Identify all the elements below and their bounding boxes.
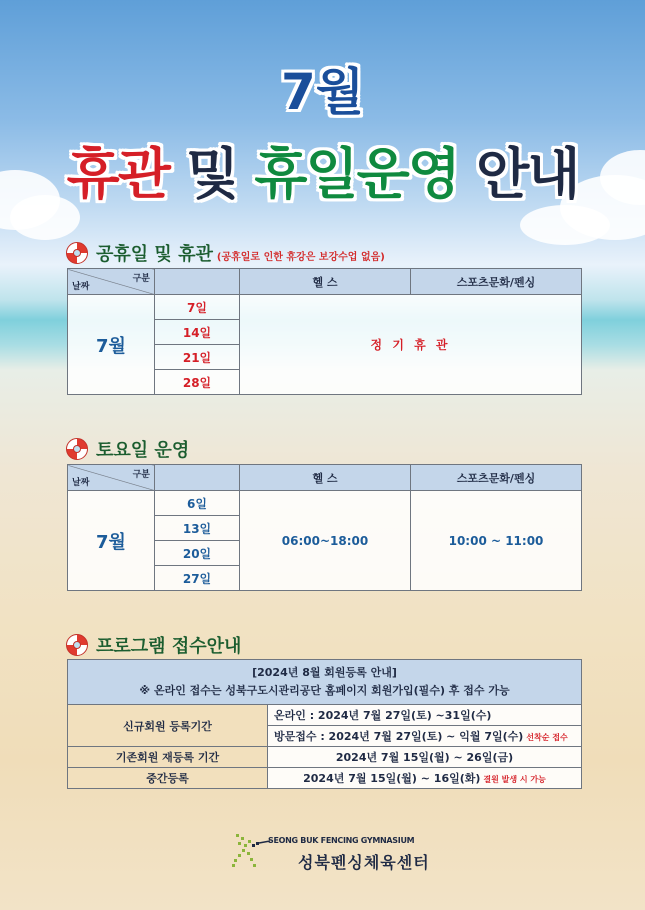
title-part-and: 및 [186,142,238,206]
header-sports: 스포츠문화/펜싱 [411,269,582,295]
mid-registration-text: 2024년 7월 15일(월) ~ 16일(화) [303,772,481,785]
header-health: 헬 스 [240,465,411,491]
header-gubun: 구분 [132,274,150,284]
closure-status: 정 기 휴 관 [240,295,582,395]
lifebuoy-icon [66,634,88,656]
header-gubun: 구분 [132,470,150,480]
page-title [0,130,645,209]
section1-date: 21일 [155,345,240,370]
holiday-closure-table [67,268,582,395]
section1-note: (공휴일로 인한 휴강은 보강수업 없음) [216,251,385,263]
section3-heading [66,632,241,658]
section2-date: 27일 [155,566,240,591]
online-period: 온라인 : 2024년 7월 27일(토) ~31일(수) [268,705,582,726]
section2-date: 6일 [155,491,240,516]
title-part-notice: 안내 [476,142,579,206]
section2-date: 20일 [155,541,240,566]
section1-date: 28일 [155,370,240,395]
header-blank [155,465,240,491]
section2-title: 토요일 운영 [96,440,190,461]
section1-date: 7일 [155,295,240,320]
visit-period [268,726,582,747]
section1-heading [66,240,385,266]
existing-member-label: 기존회원 재등록 기간 [68,747,268,768]
header-sports: 스포츠문화/펜싱 [411,465,582,491]
saturday-operation-table [67,464,582,591]
cloud-right-3 [520,205,610,245]
section2-month: 7월 [68,491,155,591]
program-registration-table [67,659,582,789]
sports-hours: 10:00 ~ 11:00 [411,491,582,591]
mid-registration-period [268,768,582,789]
health-hours: 06:00~18:00 [240,491,411,591]
lifebuoy-icon [66,438,88,460]
header-nalja: 날짜 [72,282,90,292]
visit-period-text: 방문접수 : 2024년 7월 27일(토) ~ 익월 7일(수) [274,730,524,743]
header-blank [155,269,240,295]
registration-notice [68,660,582,705]
existing-member-period: 2024년 7월 15일(월) ~ 26일(금) [268,747,582,768]
title-part-holiday-operation: 휴일운영 [254,142,459,206]
section1-date: 14일 [155,320,240,345]
logo-korean: 성북펜싱체육센터 [298,853,430,872]
section1-month: 7월 [68,295,155,395]
header-health: 헬 스 [240,269,411,295]
title-month: 7월 [280,63,365,121]
section2-heading [66,436,189,462]
header-diagonal-cell [68,465,155,491]
notice-line-2: ※ 온라인 접수는 성북구도시관리공단 홈페이지 회원가입(필수) 후 접수 가능 [139,684,510,697]
title-part-closure: 휴관 [66,142,169,206]
notice-line-1: [2024년 8월 회원등록 안내] [252,666,397,679]
lifebuoy-icon [66,242,88,264]
section2-date: 13일 [155,516,240,541]
section1-title: 공휴일 및 휴관 [96,244,213,265]
header-nalja: 날짜 [72,478,90,488]
section3-title: 프로그램 접수안내 [96,636,242,657]
logo-english: SEONG BUK FENCING GYMNASIUM [268,836,415,845]
visit-note: 선착순 접수 [526,733,568,742]
mid-registration-note: 결원 발생 시 가능 [483,775,546,784]
mid-registration-label: 중간등록 [68,768,268,789]
new-member-label: 신규회원 등록기간 [68,705,268,747]
header-diagonal-cell [68,269,155,295]
